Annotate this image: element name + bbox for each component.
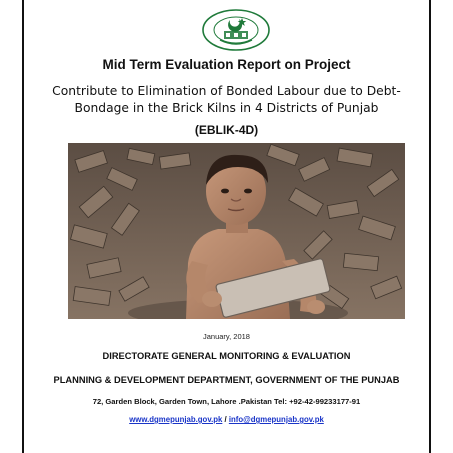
project-code: (EBLIK-4D) bbox=[194, 123, 259, 137]
report-subtitle bbox=[34, 83, 419, 117]
subtitle-line-1: Contribute to Elimination of Bonded Labour due to Debt- bbox=[52, 84, 401, 98]
child-holding-brick-photo bbox=[68, 143, 405, 319]
department-name: PLANNING & DEVELOPMENT DEPARTMENT, GOVERNMENT OF THE PUNJAB bbox=[53, 375, 400, 385]
contact-address: 72, Garden Block, Garden Town, Lahore .Pakistan Tel: +92-42-99233177-91 bbox=[92, 397, 361, 406]
report-title: Mid Term Evaluation Report on Project bbox=[102, 57, 351, 72]
subtitle-line-2: Bondage in the Brick Kilns in 4 Districts of Punjab bbox=[74, 101, 379, 115]
government-seal-logo bbox=[200, 6, 272, 52]
report-cover-page bbox=[22, 0, 431, 453]
email-link[interactable]: info@dgmepunjab.gov.pk bbox=[228, 415, 324, 424]
organization-name: DIRECTORATE GENERAL MONITORING & EVALUATION bbox=[102, 351, 351, 361]
link-separator: / bbox=[222, 415, 229, 424]
report-date: January, 2018 bbox=[203, 332, 250, 341]
website-link[interactable]: www.dgmepunjab.gov.pk bbox=[129, 415, 223, 424]
contact-links bbox=[24, 415, 429, 424]
